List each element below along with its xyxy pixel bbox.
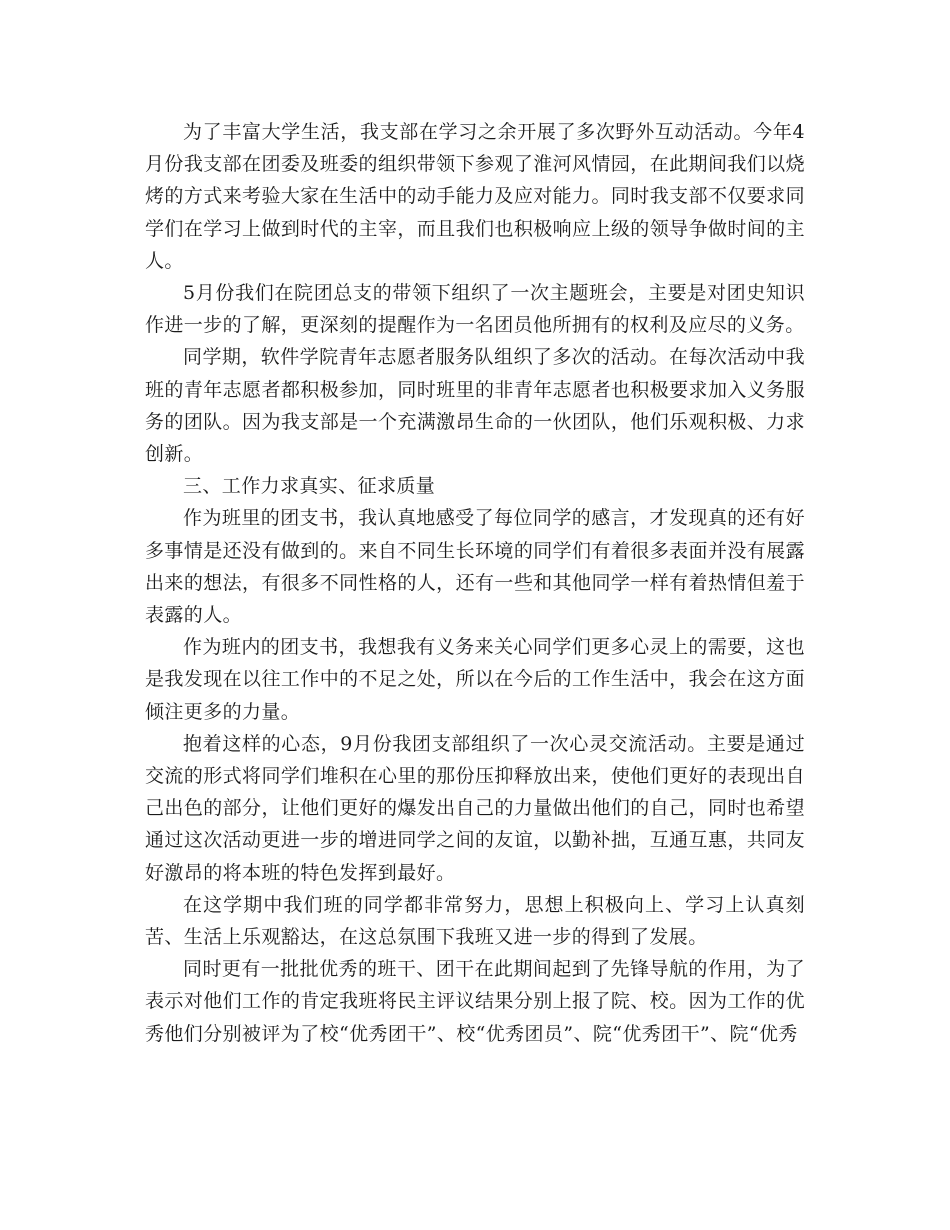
paragraph-feedback: 作为班里的团支书，我认真地感受了每位同学的感言，才发现真的还有好多事情是还没有做到的。来自不同生长环境的同学们有着很多表面并没有展露出来的想法，有很多不同性格的人，还有一些和其他同学一样有着热情但羞于表露的人。 bbox=[145, 507, 805, 627]
section-heading: 三、工作力求真实、征求质量 bbox=[183, 475, 436, 498]
paragraph-progress: 在这学期中我们班的同学都非常努力，思想上积极向上、学习上认真刻苦、生活上乐观豁达，在这总氛围下我班又进一步的得到了发展。 bbox=[145, 893, 805, 949]
paragraph-volunteers: 同学期，软件学院青年志愿者服务队组织了多次的活动。在每次活动中我班的青年志愿者都积极参加，同时班里的非青年志愿者也积极要求加入义务服务的团队。因为我支部是一个充满激昂生命的一伙团队，他们乐观积极、力求创新。 bbox=[145, 346, 805, 466]
paragraph-honors: 同时更有一批批优秀的班干、团干在此期间起到了先锋导航的作用，为了表示对他们工作的肯定我班将民主评议结果分别上报了院、校。因为工作的优秀他们分别被评为了校“优秀团干”、校“优秀团员”、院“优秀团干”、院“优秀 bbox=[145, 958, 805, 1045]
paragraph-activities: 为了丰富大学生活，我支部在学习之余开展了多次野外互动活动。今年4月份我支部在团委及班委的组织带领下参观了淮河风情园，在此期间我们以烧烤的方式来考验大家在生活中的动手能力及应对能力。同时我支部不仅要求同学们在学习上做到时代的主宰，而且我们也积极响应上级的领导争做时间的主人。 bbox=[145, 121, 805, 272]
paragraph-care: 作为班内的团支书，我想我有义务来关心同学们更多心灵上的需要，这也是我发现在以往工作中的不足之处，所以在今后的工作生活中，我会在这方面倾注更多的力量。 bbox=[145, 636, 805, 723]
paragraph-theme-meeting: 5月份我们在院团总支的带领下组织了一次主题班会，主要是对团史知识作进一步的了解，更深刻的提醒作为一名团员他所拥有的权利及应尽的义务。 bbox=[145, 282, 805, 337]
document-body bbox=[145, 116, 805, 1050]
paragraph-exchange: 抱着这样的心态，9月份我团支部组织了一次心灵交流活动。主要是通过交流的形式将同学们堆积在心里的那份压抑释放出来，使他们更好的表现出自己出色的部分，让他们更好的爆发出自己的力量做出他们的自己，同时也希望通过这次活动更进一步的增进同学之间的友谊，以勤补拙，互通互惠，共同友好激昂的将本班的特色发挥到最好。 bbox=[145, 732, 805, 884]
